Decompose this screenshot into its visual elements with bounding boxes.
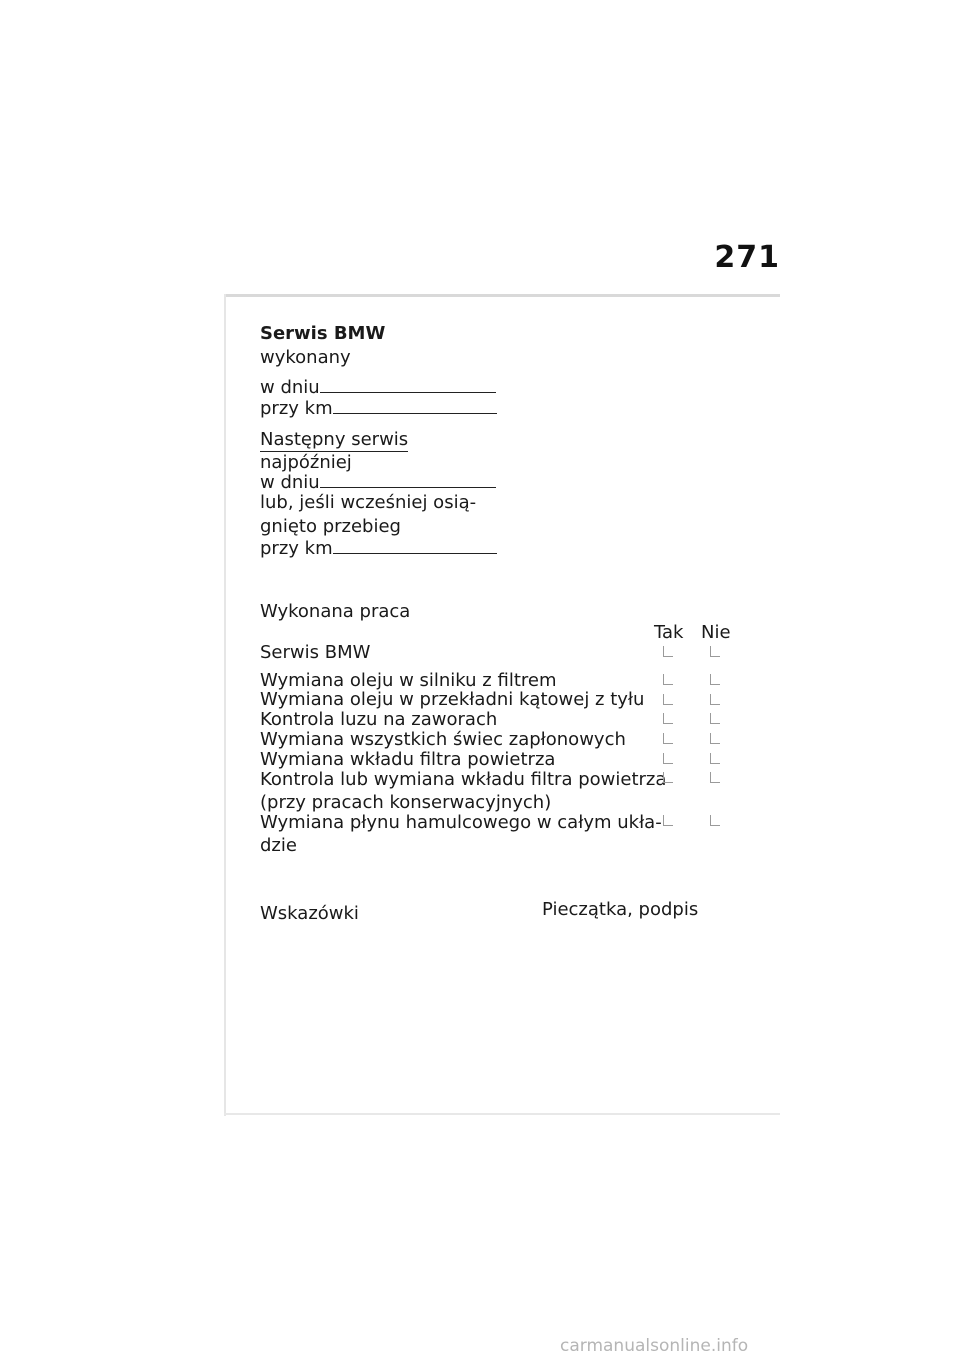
checkbox-no[interactable]: [710, 815, 720, 826]
page-number: 271: [714, 240, 780, 275]
checkbox-yes[interactable]: [663, 674, 673, 685]
work-item: Wymiana płynu hamulcowego w całym ukła-: [260, 812, 662, 833]
checkbox-no[interactable]: [710, 772, 720, 783]
work-item: Kontrola luzu na zaworach: [260, 709, 498, 730]
checkbox-no[interactable]: [710, 674, 720, 685]
next-service-latest: najpóźniej: [260, 452, 352, 473]
work-item: Serwis BMW: [260, 642, 371, 663]
next-service-or-if-line1: lub, jeśli wcześniej osią-: [260, 492, 477, 513]
next-service-km-line: [333, 538, 497, 554]
checkbox-no[interactable]: [710, 733, 720, 744]
top-rule: [224, 294, 780, 297]
work-item: Wymiana wszystkich świec zapłonowych: [260, 729, 626, 750]
service-date-line: [320, 377, 496, 393]
next-service-title: [260, 429, 408, 451]
next-service-title-text: Następny serwis: [260, 429, 409, 450]
bottom-rule: [224, 1113, 780, 1115]
column-no-header: Nie: [701, 622, 731, 643]
watermark: carmanualsonline.info: [560, 1336, 749, 1356]
checkbox-yes[interactable]: [663, 733, 673, 744]
next-service-km-field[interactable]: [260, 538, 497, 560]
work-title: Wykonana praca: [260, 601, 411, 622]
checkbox-yes[interactable]: [663, 772, 673, 783]
checkbox-no[interactable]: [710, 713, 720, 724]
work-item: Kontrola lub wymiana wkładu filtra powietrza: [260, 769, 667, 790]
service-performed: wykonany: [260, 347, 351, 368]
work-item: (przy pracach konserwacyjnych): [260, 792, 552, 813]
checkbox-no[interactable]: [710, 694, 720, 705]
stamp-signature-label: Pieczątka, podpis: [542, 899, 699, 920]
next-service-km-label: przy km: [260, 538, 333, 559]
work-item: Wymiana wkładu filtra powietrza: [260, 749, 556, 770]
notes-label: Wskazówki: [260, 903, 359, 924]
column-yes-header: Tak: [654, 622, 684, 643]
work-item: dzie: [260, 835, 297, 856]
checkbox-yes[interactable]: [663, 753, 673, 764]
work-item: Wymiana oleju w przekładni kątowej z tyłu: [260, 689, 645, 710]
checkbox-yes[interactable]: [663, 694, 673, 705]
service-title: Serwis BMW: [260, 323, 386, 344]
service-km-field[interactable]: [260, 398, 497, 420]
checkbox-yes[interactable]: [663, 713, 673, 724]
checkbox-no[interactable]: [710, 646, 720, 657]
service-date-field[interactable]: [260, 377, 496, 399]
next-service-date-field[interactable]: [260, 472, 496, 494]
left-rule: [224, 294, 226, 1116]
work-item: Wymiana oleju w silniku z filtrem: [260, 670, 557, 691]
next-service-or-if-line2: gnięto przebieg: [260, 516, 401, 537]
checkbox-no[interactable]: [710, 753, 720, 764]
checkbox-yes[interactable]: [663, 646, 673, 657]
next-service-date-line: [320, 472, 496, 488]
next-service-date-label: w dniu: [260, 472, 320, 493]
service-date-label: w dniu: [260, 377, 320, 398]
service-km-label: przy km: [260, 398, 333, 419]
service-km-line: [333, 398, 497, 414]
checkbox-yes[interactable]: [663, 815, 673, 826]
